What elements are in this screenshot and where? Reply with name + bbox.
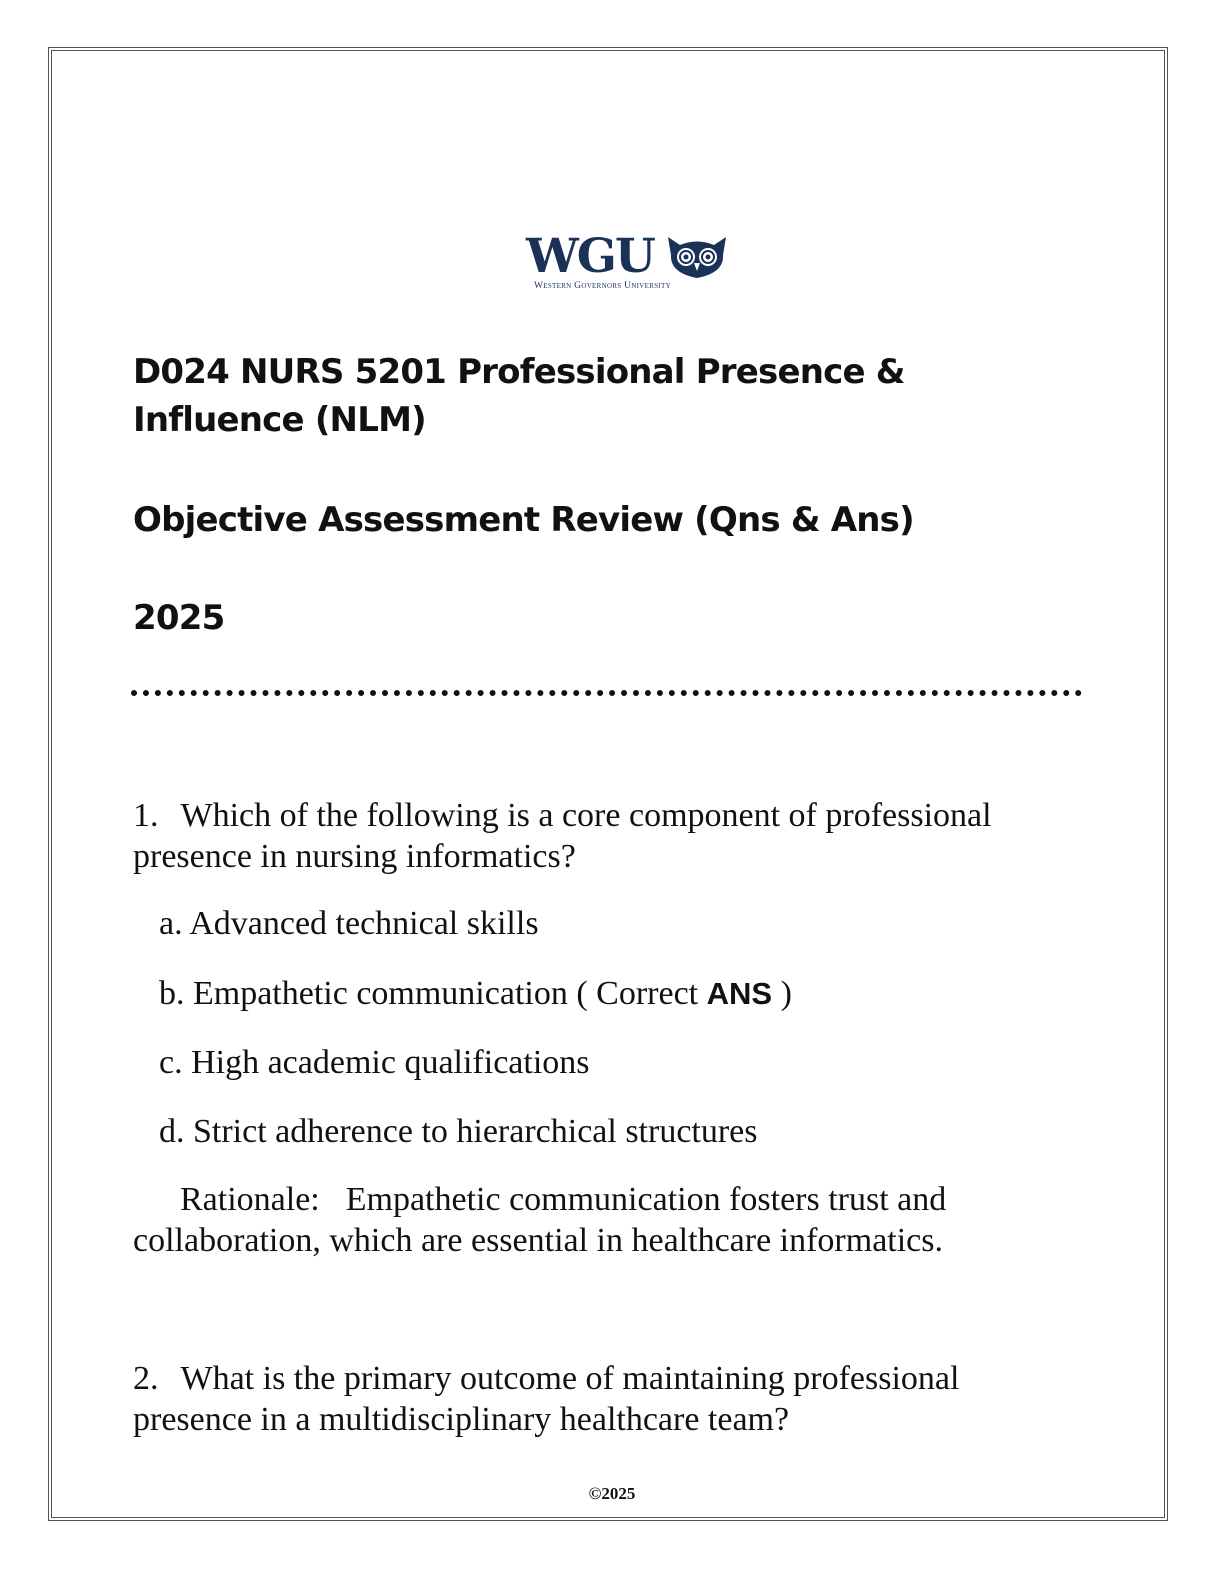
logo-wordmark: WGU (526, 229, 654, 284)
option-b-label: b. Empathetic communication ( Correct (159, 975, 707, 1012)
question-1-line-2: presence in nursing informatics? (133, 838, 576, 875)
logo-subtitle: Western Governors University (534, 281, 671, 291)
rationale-label: Rationale: (180, 1181, 320, 1218)
document-title (133, 348, 993, 444)
question-text: What is the primary outcome of maintaining professional (180, 1360, 960, 1397)
title-line-2: Influence (NLM) (133, 400, 426, 440)
correct-answer-marker: ANS (706, 976, 773, 1011)
copyright-footer: ©2025 (588, 1484, 636, 1503)
document-year: 2025 (133, 598, 225, 638)
option-a: a. Advanced technical skills (159, 905, 539, 942)
owl-icon (666, 235, 728, 279)
option-c: c. High academic qualifications (159, 1044, 590, 1081)
option-b (159, 974, 792, 1014)
dotted-divider (131, 690, 1082, 696)
option-d: d. Strict adherence to hierarchical structures (159, 1113, 758, 1150)
question-2-line-1 (133, 1359, 959, 1399)
rationale-line-2: collaboration, which are essential in healthcare informatics. (133, 1222, 944, 1259)
question-number: 2. (133, 1360, 159, 1397)
wgu-logo (526, 229, 736, 296)
option-b-close: ) (772, 975, 792, 1012)
question-2-line-2: presence in a multidisciplinary healthcare team? (133, 1401, 790, 1438)
question-1-line-1 (133, 796, 992, 836)
title-line-1: D024 NURS 5201 Professional Presence & (133, 352, 905, 392)
question-text: Which of the following is a core component of professional (180, 797, 992, 834)
rationale-line-1 (180, 1180, 946, 1220)
rationale-text: Empathetic communication fosters trust and (345, 1181, 947, 1218)
document-subtitle: Objective Assessment Review (Qns & Ans) (133, 500, 914, 540)
question-number: 1. (133, 797, 159, 834)
